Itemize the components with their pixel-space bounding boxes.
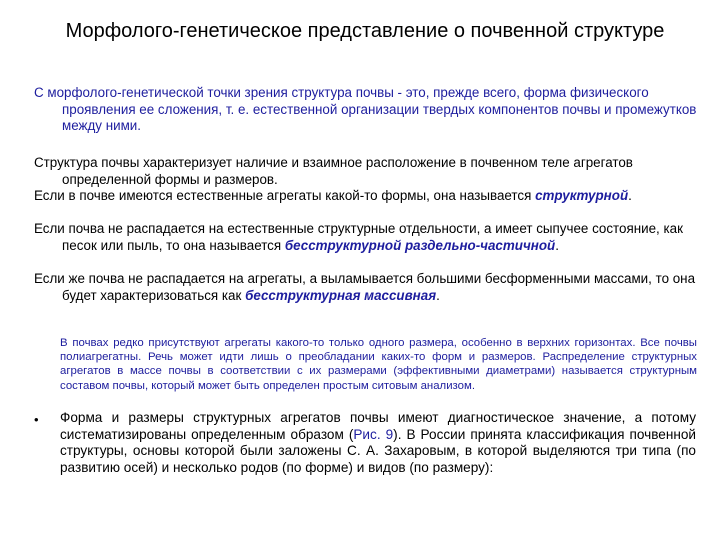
term-massive: бесструктурная массивная [245, 287, 437, 303]
classification-text-a: Форма и размеры структурных агрегатов почвы имеют диагностическое значение, а потому систематизированы определенным образом ( [60, 410, 696, 442]
structured-soil-text: Если в почве имеются естественные агрегаты какой-то формы, она называется [34, 188, 536, 203]
loose-soil-paragraph [34, 221, 712, 254]
loose-soil-text: Если почва не распадается на естественные структурные отдельности, а имеет сыпучее состояние, как песок или пыль, то она называется [34, 221, 683, 253]
massive-soil-end: . [436, 287, 440, 303]
structured-soil-end: . [628, 188, 632, 203]
loose-soil-end: . [555, 237, 559, 253]
massive-soil-paragraph [34, 271, 712, 304]
intro-paragraph: С морфолого-генетической точки зрения структура почвы - это, прежде всего, форма физического проявления ее сложения, т. е. естественной организации твердых компонентов почвы и промежутков между ними. [34, 85, 697, 134]
classification-text [60, 410, 696, 476]
massive-soil-text: Если же почва не распадается на агрегаты, а выламывается большими бесформенными массами, то она будет характеризоваться как [34, 271, 696, 303]
term-loose: бесструктурной раздельно-частичной [284, 237, 556, 253]
structure-definition-paragraph: Структура почвы характеризует наличие и взаимное расположение в почвенном теле агрегатов определенной формы и размеров. [34, 155, 633, 187]
polyaggregate-note: В почвах редко присутствуют агрегаты какого-то только одного размера, особенно в верхних горизонтах. Все почвы полиагрегатны. Речь может идти лишь о преобладании каких-то форм и размеров. Распределение структурных агрегатов в массе почвы в соответствии с их размерами (эффективными диаметрами) называется структурным составом почвы, который может быть определен простым ситовым анализом. [60, 337, 697, 392]
slide-title: Морфолого-генетическое представление о почвенной структуре [65, 20, 665, 42]
structured-soil-paragraph [34, 188, 712, 205]
classification-text-b: ). В России принята классификация почвенной структуры, основы которой были заложены С. А. Захаровым, в которой выделяются три типа (по развитию осей) и несколько родов (по форме) и видов (по размеру): [60, 426, 697, 475]
figure-reference-link[interactable]: Рис. 9 [353, 426, 394, 442]
bullet-marker: • [34, 412, 39, 427]
term-structured: структурной [535, 188, 629, 203]
